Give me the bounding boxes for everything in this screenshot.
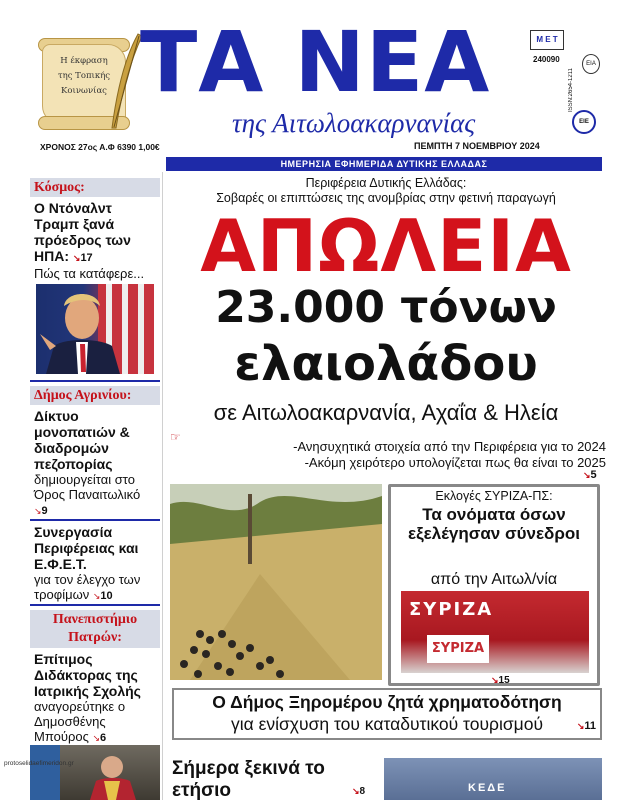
main-kicker	[170, 176, 602, 206]
section-label-world: Κόσμος:	[30, 178, 160, 197]
syriza-story-box[interactable]	[388, 484, 600, 686]
source-credit: protoselidaefimeridon.gr	[4, 760, 74, 767]
met-number: 240090	[533, 55, 560, 64]
page-arrow-icon: ↘	[92, 591, 101, 601]
left-story-efet[interactable]	[30, 524, 160, 604]
page-arrow-icon: ↘	[576, 721, 585, 731]
syriza-subline: από την Αιτωλ/νία	[430, 571, 558, 588]
page-number-text: 5	[590, 469, 597, 481]
page-number: 17	[80, 252, 93, 264]
page-number-text: 8	[359, 786, 366, 797]
page-number: 10	[100, 590, 113, 602]
page-number: 9	[41, 505, 48, 517]
pointing-hand-icon: ☞	[170, 430, 181, 444]
left-story-agrinio[interactable]	[30, 386, 160, 519]
kicker-line-2: Σοβαρές οι επιπτώσεις της ανομβρίας στην φετινή παραγωγή	[216, 191, 556, 205]
syriza-headline: Τα ονόματα όσων εξελέγησαν σύνεδροι	[408, 505, 580, 543]
quill-feather-icon	[108, 32, 144, 132]
newspaper-title: ΤΑ ΝΕΑ	[140, 13, 491, 111]
story-headline: Συνεργασία Περιφέρειας και Ε.Φ.Ε.Τ.	[34, 524, 139, 572]
story-body	[30, 472, 160, 519]
page-arrow-icon: ↘	[583, 470, 591, 480]
kicker-line-1: Περιφέρεια Δυτικής Ελλάδας:	[305, 176, 467, 190]
body-text: αναγορεύτηκε ο Δημοσθένης Μπούρος	[34, 699, 126, 744]
olive-harvest-photo	[170, 484, 382, 680]
motto-line-2: της Τοπικής	[57, 71, 111, 81]
met-logo: Μ Ε Τ	[530, 30, 564, 50]
issn-number: ISSN:2654-1211	[568, 68, 574, 112]
tagline-band: ΗΜΕΡΗΣΙΑ ΕΦΗΜΕΡΙΔΑ ΔΥΤΙΚΗΣ ΕΛΛΑΔΑΣ	[166, 157, 602, 171]
issue-info: ΧΡΟΝΟΣ 27ος Α.Φ 6390 1,00€	[40, 142, 160, 152]
eie-seal: ΕΙΕ	[572, 110, 596, 134]
main-headline[interactable]: ΑΠΩΛΕΙΑ	[200, 204, 572, 288]
story-body	[30, 699, 160, 746]
eia-seal: ΕΙΑ	[582, 54, 600, 74]
body-text: για τον έλεγχο των τροφίμων	[34, 572, 141, 602]
main-page-number	[583, 469, 597, 481]
newspaper-subtitle: της Αιτωλοακαρνανίας	[232, 108, 476, 138]
main-headline-line-4: σε Αιτωλοακαρνανία, Αχαΐα & Ηλεία	[213, 400, 559, 425]
motto-line-3: Κοινωνίας	[61, 86, 107, 96]
syriza-page-number	[491, 675, 510, 686]
body-text: δημιουργείται στο Όρος Παναιτωλικό	[34, 472, 141, 502]
bullet-1: -Ανησυχητικά στοιχεία από την Περιφέρεια για το 2024	[293, 439, 606, 454]
page-arrow-icon: ↘	[34, 506, 42, 516]
motto-line-1: Η έκφραση	[60, 56, 108, 66]
left-story-world[interactable]	[30, 178, 160, 281]
page-arrow-icon: ↘	[352, 786, 360, 796]
xiromero-headline: Ο Δήμος Ξηρομέρου ζητά χρηματοδότηση	[212, 692, 562, 712]
bottom-headline[interactable]: Σήμερα ξεκινά το ετήσιο	[172, 758, 325, 800]
story-headline: Δίκτυο μονοπατιών & διαδρομών πεζοπορίας	[34, 408, 130, 472]
issue-date: ΠΕΜΠΤΗ 7 ΝΟΕΜΒΡΙΟΥ 2024	[414, 141, 540, 151]
kede-photo	[384, 758, 602, 800]
story-body	[30, 572, 160, 604]
syriza-photo	[401, 591, 589, 673]
section-divider	[30, 604, 160, 606]
main-headline-line-3: ελαιολάδου	[234, 336, 538, 392]
main-bullets	[196, 439, 606, 471]
section-label-agrinio: Δήμος Αγρινίου:	[30, 386, 160, 405]
xiromero-page-number	[577, 720, 596, 732]
section-divider	[30, 380, 160, 382]
headline-text: Ο Ντόναλντ Τραμπ ξανά πρόεδρος των ΗΠΑ:	[34, 200, 131, 264]
trump-photo	[36, 284, 154, 374]
xiromero-subline: για ενίσχυση του καταδυτικού τουρισμού	[230, 714, 544, 734]
page-number-text: 15	[498, 675, 510, 686]
page-number-text: 11	[584, 720, 596, 732]
bullet-2: -Ακόμη χειρότερο υπολογίζεται πως θα είναι το 2025	[304, 455, 606, 470]
page-arrow-icon: ↘	[92, 733, 101, 743]
page-arrow-icon: ↘	[491, 675, 499, 685]
story-body: Πώς τα κατάφερε...	[34, 266, 145, 281]
syriza-podium-logo: ΣΥΡΙΖΑ	[427, 635, 489, 663]
syriza-logo: ΣΥΡΙΖΑ	[409, 599, 494, 620]
graduate-photo	[30, 745, 160, 800]
story-headline: Επίτιμος Διδάκτορας της Ιατρικής Σχολής	[34, 651, 141, 699]
story-headline	[30, 200, 160, 266]
page-arrow-icon: ↘	[72, 253, 81, 263]
section-divider	[30, 519, 160, 521]
left-story-university[interactable]	[30, 610, 160, 746]
page-number: 6	[100, 732, 107, 744]
kede-sign: ΚΕΔΕ	[468, 782, 507, 794]
syriza-kicker: Εκλογές ΣΥΡΙΖΑ-ΠΣ:	[435, 489, 553, 503]
main-headline-line-2: 23.000 τόνων	[215, 282, 557, 333]
motto-scroll	[38, 32, 138, 130]
column-divider	[162, 172, 163, 800]
bottom-page-number	[352, 786, 365, 797]
xiromero-story-box[interactable]	[172, 688, 602, 740]
section-label-university: Πανεπιστήμιο Πατρών:	[30, 610, 160, 648]
